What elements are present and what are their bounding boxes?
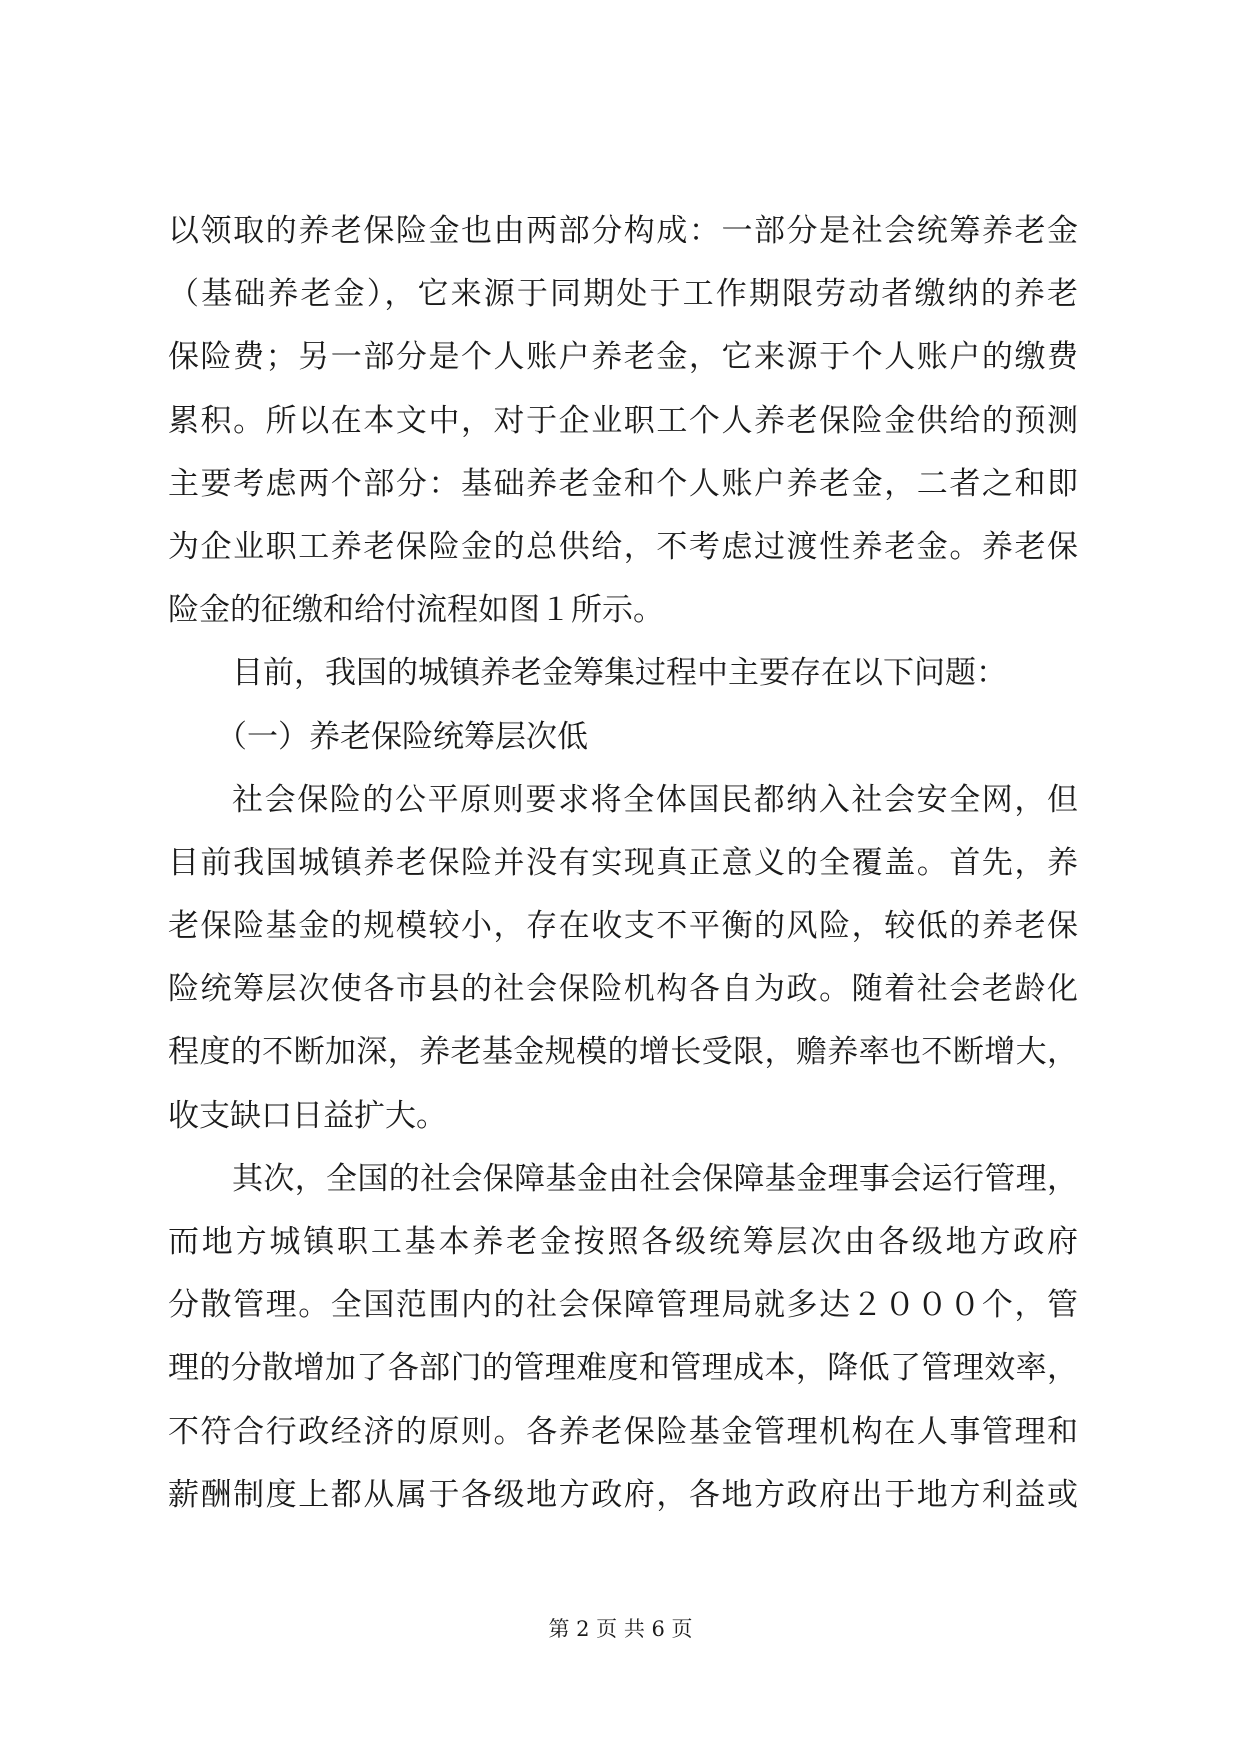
text-line: 累积。所以在本文中，对于企业职工个人养老保险金供给的预测 <box>168 402 1078 439</box>
text-line: 目前我国城镇养老保险并没有实现真正意义的全覆盖。首先，养 <box>168 844 1078 881</box>
section-heading <box>168 706 1078 769</box>
paragraph <box>168 642 1078 705</box>
heading-line: （一）养老保险统筹层次低 <box>216 718 588 755</box>
text-line: 薪酬制度上都从属于各级地方政府，各地方政府出于地方利益或 <box>168 1476 1078 1513</box>
text-line: 主要考虑两个部分：基础养老金和个人账户养老金，二者之和即 <box>168 465 1078 502</box>
text-line: 其次，全国的社会保障基金由社会保障基金理事会运行管理， <box>232 1160 1078 1197</box>
text-line: 险金的征缴和给付流程如图１所示。 <box>168 592 664 629</box>
text-line: 社会保险的公平原则要求将全体国民都纳入社会安全网，但 <box>232 781 1078 818</box>
text-line: （基础养老金），它来源于同期处于工作期限劳动者缴纳的养老 <box>168 276 1078 313</box>
text-line: 目前，我国的城镇养老金筹集过程中主要存在以下问题： <box>232 655 1007 692</box>
text-line: 老保险基金的规模较小，存在收支不平衡的风险，较低的养老保 <box>168 908 1078 945</box>
text-line: 保险费；另一部分是个人账户养老金，它来源于个人账户的缴费 <box>168 339 1078 376</box>
text-line: 收支缺口日益扩大。 <box>168 1097 447 1134</box>
paragraph-continuation <box>168 200 1078 642</box>
text-line: 不符合行政经济的原则。各养老保险基金管理机构在人事管理和 <box>168 1413 1078 1450</box>
text-line: 分散管理。全国范围内的社会保障管理局就多达２０００个，管 <box>168 1287 1078 1324</box>
text-line: 而地方城镇职工基本养老金按照各级统筹层次由各级地方政府 <box>168 1224 1078 1260</box>
text-line: 险统筹层次使各市县的社会保险机构各自为政。随着社会老龄化 <box>168 971 1078 1008</box>
page-footer <box>0 1615 1241 1643</box>
text-line: 以领取的养老保险金也由两部分构成：一部分是社会统筹养老金 <box>168 213 1078 249</box>
text-line: 为企业职工养老保险金的总供给，不考虑过渡性养老金。养老保 <box>168 528 1078 565</box>
text-line: 理的分散增加了各部门的管理难度和管理成本，降低了管理效率， <box>168 1350 1078 1387</box>
paragraph <box>168 769 1078 1148</box>
text-line: 程度的不断加深，养老基金规模的增长受限，赡养率也不断增大， <box>168 1034 1078 1071</box>
paragraph <box>168 1148 1078 1527</box>
body-text <box>168 200 1078 1527</box>
page-indicator: 第 2 页 共 6 页 <box>548 1617 693 1641</box>
